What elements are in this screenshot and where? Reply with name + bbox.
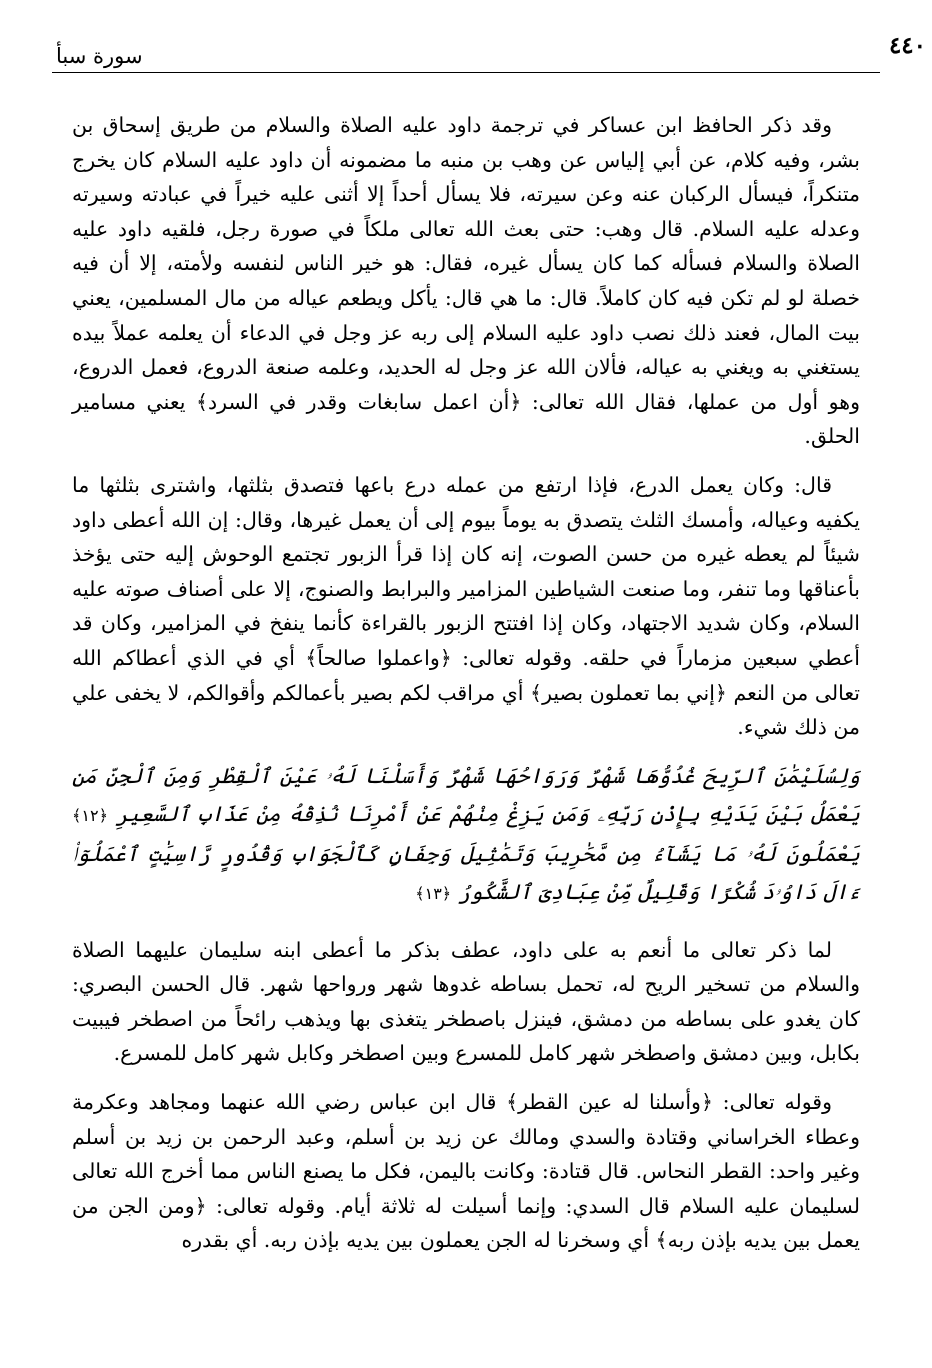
paragraph-qitr: وقوله تعالى: ﴿وأسلنا له عين القطر﴾ قال ابن عباس رضي الله عنهما ومجاهد وعكرمة وعطاء الخراساني وقتادة والسدي ومالك عن زيد بن أسلم، وعبد الرحمن بن زيد بن أسلم وغير واحد: القطر النحاس. قال قتادة: وكانت باليمن، فكل ما يصنع الناس مما أخرج الله تعالى لسليمان عليه السلام قال السدي: وإنما أسيلت له ثلاثة أيام. وقوله تعالى: ﴿ومن الجن من يعمل بين يديه بإذن ربه﴾ أي وسخرنا له الجن يعملون بين يديه بإذن ربه. أي بقدره [72,1090,860,1253]
page-body [72,108,860,1258]
page-header [52,44,880,73]
quran-verse-block [72,757,860,913]
paragraph-sulaiman-wind: لما ذكر تعالى ما أنعم به على داود، عطف بذكر ما أعطى ابنه سليمان عليهما الصلاة والسلام من تسخير الريح له، تحمل بساطه غدوها شهر ورواحها شهر. قال الحسن البصري: كان يغدو على بساطه من دمشق، فينزل باصطخر يتغذى بها ويذهب رائحاً من اصطخر فيبيت بكابل، وبين دمشق واصطخر شهر كامل للمسرع وبين اصطخر وكابل شهر كامل للمسرع. [72,937,860,1066]
ayah-number-12: ﴿١٢﴾ [72,805,108,825]
paragraph-gap [72,454,860,468]
page-number: ٤٤٠ [888,32,926,59]
ayah-number-13: ﴿١٣﴾ [415,883,452,903]
verse-part-1: وَلِسُلَيْمَٰنَ ٱلرِّيحَ غُدُوُّهَا شَهْرٌ وَرَوَاحُهَا شَهْرٌ وَأَسَلْنَا لَهُۥ عَيْنَ ٱلْقِطْرِ وَمِنَ ٱلْجِنِّ مَن يَعْمَلُ بَيْنَ يَدَيْهِ بِإِذْنِ رَبِّهِۦ وَمَن يَزِغْ مِنْهُمْ عَنْ أَمْرِنَا نُذِقْهُ مِنْ عَذَابِ ٱلسَّعِيرِ [72,763,860,826]
paragraph-dawud-armor: قال: وكان يعمل الدرع، فإذا ارتفع من عمله درع باعها فتصدق بثلثها، واشترى بثلثها ما يكفيه وعياله، وأمسك الثلث يتصدق به يوماً بيوم إلى أن يعمل غيرها، وقال: إن الله أعطى داود شيئاً لم يعطه غيره من حسن الصوت، إنه كان إذا قرأ الزبور تجتمع الوحوش إليه حتى يؤخذ بأعناقها وما تنفر، وما صنعت الشياطين المزامير والبرابط والصنوج، إلا على أصناف صوته عليه السلام، وكان شديد الاجتهاد، وكان إذا افتتح الزبور بالقراءة كأنما ينفخ في المزامير، وكان قد أعطي سبعين مزماراً في حلقه. وقوله تعالى: ﴿واعملوا صالحاً﴾ أي في الذي أعطاكم الله تعالى من النعم ﴿إني بما تعملون بصير﴾ أي مراقب لكم بصير بأعمالكم وأقوالكم، لا يخفى علي من ذلك شيء. [72,472,860,740]
verse-part-2: يَعْمَلُونَ لَهُۥ مَا يَشَآءُ مِن مَّحَٰرِيبَ وَتَمَٰثِيلَ وَجِفَانٍ كَٱلْجَوَابِ وَقُدُورٍ رَّاسِيَٰتٍ ٱعْمَلُوٓا۟ ءَالَ دَاوُۥدَ شُكْرًا وَقَلِيلٌ مِّنْ عِبَادِىَ ٱلشَّكُورُ [72,841,860,904]
paragraph-gap [72,1071,860,1085]
surah-title: سورة سبأ [56,44,143,68]
paragraph-dawud-story: وقد ذكر الحافظ ابن عساكر في ترجمة داود عليه الصلاة والسلام من طريق إسحاق بن بشر، وفيه كلام، عن أبي إلياس عن وهب بن منبه ما مضمونه أن داود عليه السلام كان يخرج متنكراً، فيسأل الركبان عنه وعن سيرته، فلا يسأل أحداً إلا أثنى عليه خيراً في عبادته وسيرته وعدله عليه السلام. قال وهب: حتى بعث الله تعالى ملكاً في صورة رجل، فلقيه داود عليه الصلاة والسلام فسأله كما كان يسأل غيره، فقال: هو خير الناس لنفسه ولأمته، إلا أن فيه خصلة لو لم تكن فيه كان كاملاً. قال: ما هي قال: يأكل ويطعم عياله من مال المسلمين، يعني بيت المال، فعند ذلك نصب داود عليه السلام إلى ربه عز وجل في الدعاء أن يعلمه عملاً بيده يستغني به ويغني به عياله، فألان الله عز وجل له الحديد، وعلمه صنعة الدروع، فعمل الدروع، وهو أول من عملها، فقال الله تعالى: ﴿أن اعمل سابغات وقدر في السرد﴾ يعني مسامير الحلق. [72,113,860,449]
